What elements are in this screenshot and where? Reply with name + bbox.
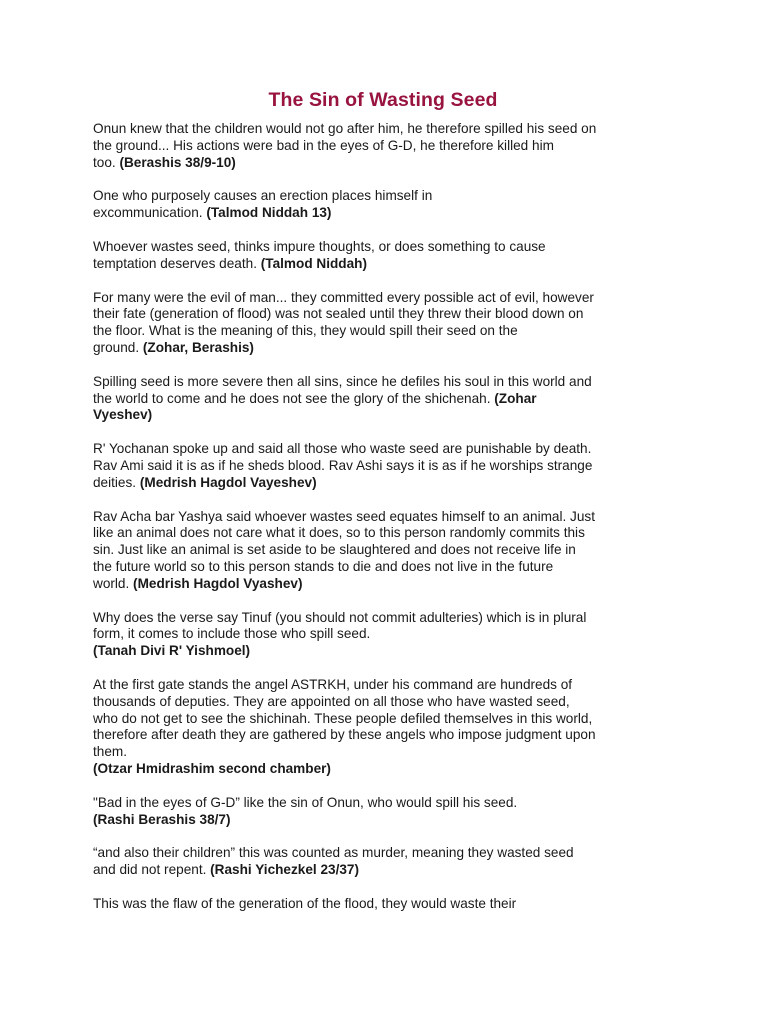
line-text: excommunication. xyxy=(93,205,207,221)
text-line xyxy=(93,391,673,408)
text-line xyxy=(93,845,673,862)
text-line xyxy=(93,188,673,205)
text-line xyxy=(93,694,673,711)
line-text: For many were the evil of man... they committed every possible act of evil, however xyxy=(93,289,594,305)
line-text: form, it comes to include those who spill seed. xyxy=(93,626,371,642)
text-line xyxy=(93,761,673,778)
paragraph xyxy=(93,374,673,424)
paragraph xyxy=(93,290,673,357)
text-line xyxy=(93,559,673,576)
text-line xyxy=(93,795,673,812)
text-line xyxy=(93,306,673,323)
text-line xyxy=(93,256,673,273)
text-line xyxy=(93,626,673,643)
line-text: R' Yochanan spoke up and said all those who waste seed are punishable by death. xyxy=(93,441,592,457)
line-text: ground. xyxy=(93,339,143,355)
text-line xyxy=(93,542,673,559)
text-line xyxy=(93,525,673,542)
text-line xyxy=(93,576,673,593)
text-line xyxy=(93,205,673,222)
paragraph xyxy=(93,610,673,660)
paragraph xyxy=(93,188,673,222)
line-text: their fate (generation of flood) was not sealed until they threw their blood down on xyxy=(93,306,584,322)
line-text: the future world so to this person stands to die and does not live in the future xyxy=(93,558,554,574)
citation: (Berashis 38/9-10) xyxy=(119,154,236,170)
line-text: sin. Just like an animal is set aside to be slaughtered and does not receive life in xyxy=(93,542,576,558)
document-page xyxy=(93,88,673,930)
paragraph xyxy=(93,795,673,829)
line-text: thousands of deputies. They are appointed on all those who have wasted seed, xyxy=(93,693,570,709)
paragraph xyxy=(93,677,673,778)
line-text: Rav Acha bar Yashya said whoever wastes seed equates himself to an animal. Just xyxy=(93,508,595,524)
paragraph xyxy=(93,896,673,913)
citation: (Otzar Hmidrashim second chamber) xyxy=(93,760,331,776)
citation: (Talmod Niddah) xyxy=(260,255,367,271)
text-line xyxy=(93,744,673,761)
text-line xyxy=(93,475,673,492)
line-text: too. xyxy=(93,154,120,170)
page-title: The Sin of Wasting Seed xyxy=(268,89,498,111)
citation: (Zohar xyxy=(494,390,537,406)
citation: (Medrish Hagdol Vayeshev) xyxy=(139,474,317,490)
text-line xyxy=(93,610,673,627)
text-line xyxy=(93,677,673,694)
citation: (Rashi Berashis 38/7) xyxy=(93,811,231,827)
line-text: like an animal does not care what it does, so to this person randomly commits this xyxy=(93,525,585,541)
line-text: At the first gate stands the angel ASTRKH, under his command are hundreds of xyxy=(93,676,573,692)
line-text: “and also their children” this was counted as murder, meaning they wasted seed xyxy=(93,845,574,861)
paragraph xyxy=(93,845,673,879)
line-text: deities. xyxy=(93,474,140,490)
line-text: "Bad in the eyes of G-D” like the sin of Onun, who would spill his seed. xyxy=(93,794,518,810)
line-text: Why does the verse say Tinuf (you should not commit adulteries) which is in plural xyxy=(93,609,587,625)
line-text: the world to come and he does not see the glory of the shichenah. xyxy=(93,390,495,406)
paragraph xyxy=(93,441,673,491)
line-text: and did not repent. xyxy=(93,862,211,878)
line-text: world. xyxy=(93,575,134,591)
line-text: the floor. What is the meaning of this, they would spill their seed on the xyxy=(93,323,518,339)
citation: Vyeshev) xyxy=(93,407,153,423)
text-line xyxy=(93,862,673,879)
line-text: Rav Ami said it is as if he sheds blood. Rav Ashi says it is as if he worships strange xyxy=(93,457,593,473)
text-line xyxy=(93,290,673,307)
citation: (Rashi Yichezkel 23/37) xyxy=(210,862,360,878)
text-line xyxy=(93,323,673,340)
text-line xyxy=(93,340,673,357)
line-text: temptation deserves death. xyxy=(93,255,261,271)
text-line xyxy=(93,441,673,458)
text-line xyxy=(93,138,673,155)
line-text: the ground... His actions were bad in the eyes of G-D, he therefore killed him xyxy=(93,137,554,153)
text-line xyxy=(93,812,673,829)
citation: (Talmod Niddah 13) xyxy=(206,205,332,221)
line-text: therefore after death they are gathered by these angels who impose judgment upon xyxy=(93,727,596,743)
text-line xyxy=(93,121,673,138)
citation: (Tanah Divi R' Yishmoel) xyxy=(93,643,251,659)
text-line xyxy=(93,727,673,744)
text-line xyxy=(93,239,673,256)
citation: (Medrish Hagdol Vyashev) xyxy=(133,575,303,591)
line-text: This was the flaw of the generation of the flood, they would waste their xyxy=(93,895,517,911)
text-line xyxy=(93,374,673,391)
text-line xyxy=(93,711,673,728)
text-line xyxy=(93,896,673,913)
line-text: Onun knew that the children would not go after him, he therefore spilled his seed on xyxy=(93,121,597,136)
citation: (Zohar, Berashis) xyxy=(142,339,254,355)
line-text: One who purposely causes an erection places himself in xyxy=(93,188,433,204)
text-line xyxy=(93,407,673,424)
line-text: Whoever wastes seed, thinks impure thoughts, or does something to cause xyxy=(93,238,546,254)
line-text: Spilling seed is more severe then all sins, since he defiles his soul in this world and xyxy=(93,373,592,389)
paragraph xyxy=(93,239,673,273)
text-line xyxy=(93,155,673,172)
text-line xyxy=(93,458,673,475)
document-body xyxy=(93,121,673,913)
line-text: who do not get to see the shichinah. These people defiled themselves in this world, xyxy=(93,710,593,726)
text-line xyxy=(93,643,673,660)
paragraph xyxy=(93,509,673,593)
text-line xyxy=(93,509,673,526)
paragraph xyxy=(93,121,673,171)
line-text: them. xyxy=(93,744,127,760)
